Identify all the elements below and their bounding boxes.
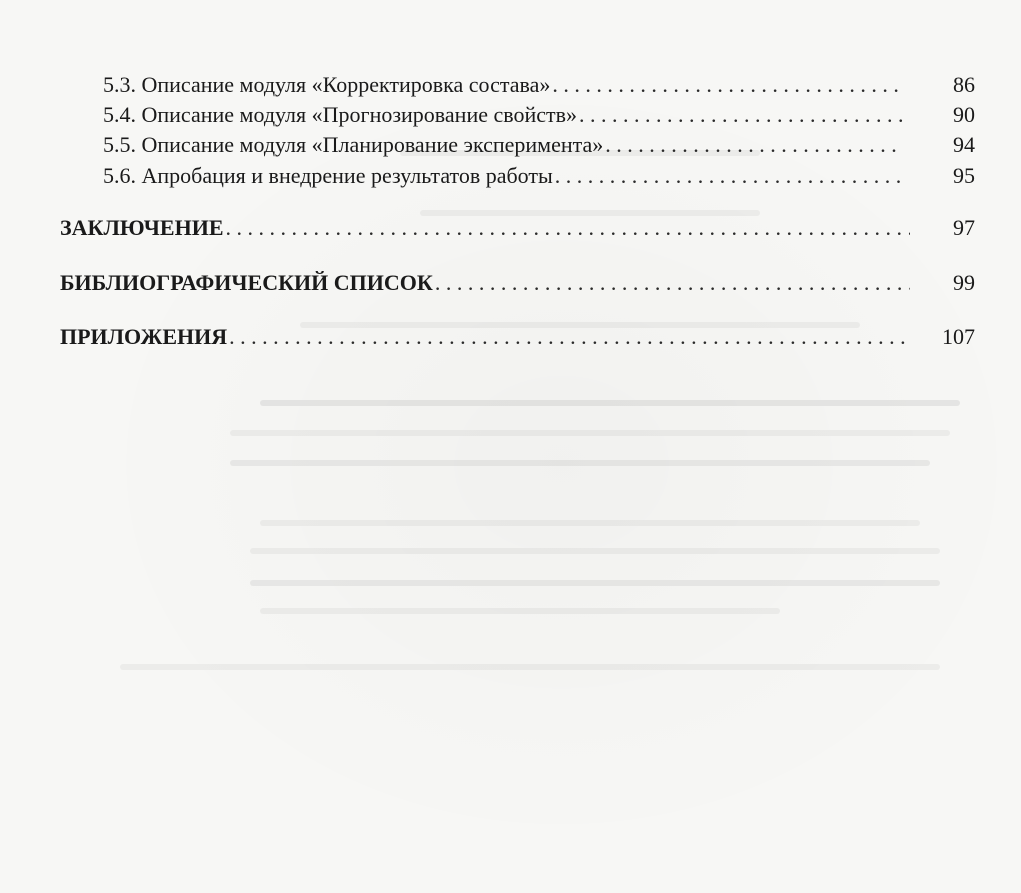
toc-entry-title: 5.3. Описание модуля «Корректировка состава» <box>103 72 551 97</box>
toc-entry-page: 86 <box>953 72 975 97</box>
toc-entry-5-6[interactable] <box>103 163 975 189</box>
toc-entry-title: 5.4. Описание модуля «Прогнозирование свойств» <box>103 102 578 127</box>
toc-entry-title: ПРИЛОЖЕНИЯ <box>60 324 228 349</box>
dot-leader <box>226 215 911 241</box>
toc-entry-5-4[interactable] <box>103 102 975 128</box>
toc-entry-page: 90 <box>953 102 975 127</box>
toc-entry-title: БИБЛИОГРАФИЧЕСКИЙ СПИСОК <box>60 270 433 295</box>
toc-entry-page: 95 <box>953 163 975 188</box>
toc-entry-conclusion[interactable] <box>60 215 975 241</box>
dot-leader <box>552 72 903 98</box>
dot-leader <box>555 163 903 189</box>
dot-leader <box>229 324 910 350</box>
toc-entry-page: 107 <box>942 324 975 349</box>
dot-leader <box>579 102 903 128</box>
dot-leader <box>605 132 897 158</box>
toc-entry-appendices[interactable] <box>60 324 975 350</box>
toc-entry-title: 5.5. Описание модуля «Планирование эксперимента» <box>103 132 604 157</box>
toc-entry-page: 94 <box>953 132 975 157</box>
toc-entry-title: 5.6. Апробация и внедрение результатов работы <box>103 163 553 188</box>
toc-entry-5-5[interactable] <box>103 132 975 158</box>
toc-entry-page: 99 <box>953 270 975 295</box>
toc-entry-bibliography[interactable] <box>60 270 975 296</box>
toc-entry-page: 97 <box>953 215 975 240</box>
dot-leader <box>435 270 910 296</box>
toc-entry-5-3[interactable] <box>103 72 975 98</box>
toc-entry-title: ЗАКЛЮЧЕНИЕ <box>60 215 224 240</box>
